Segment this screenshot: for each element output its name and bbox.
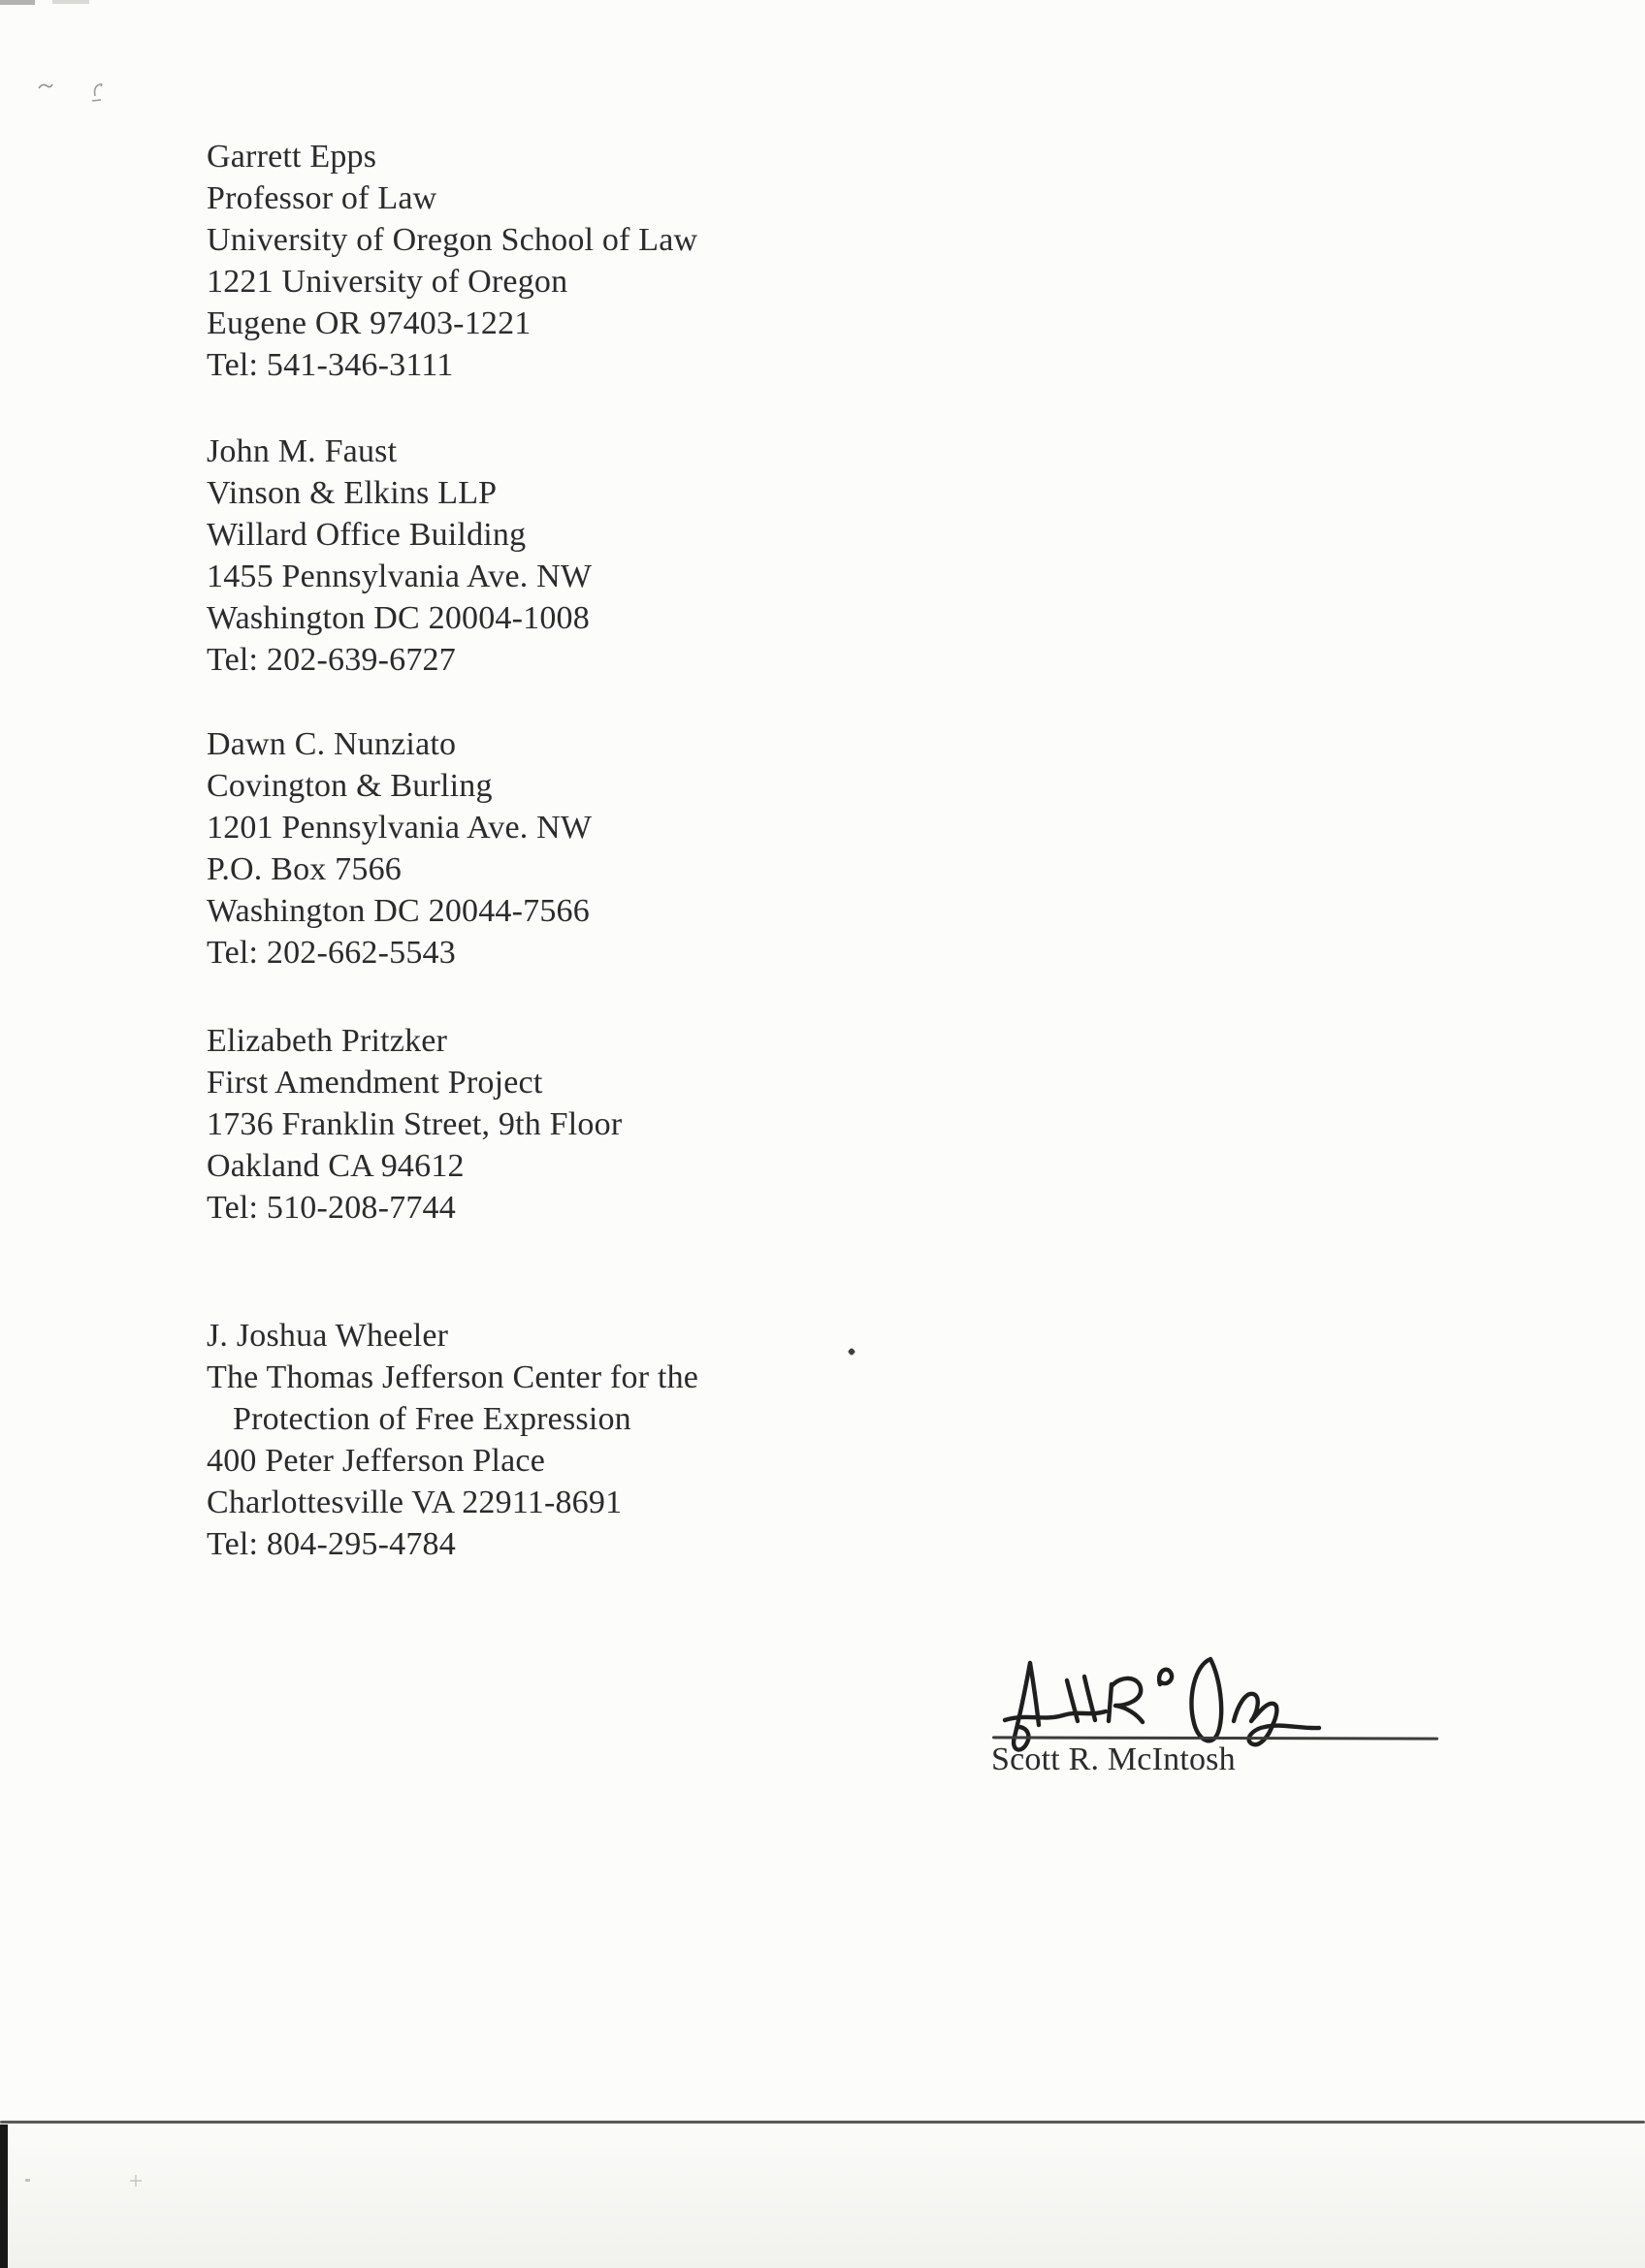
address-line: 1736 Franklin Street, 9th Floor — [207, 1106, 623, 1142]
address-line: Oakland CA 94612 — [207, 1148, 465, 1184]
address-line: Tel: 202-662-5543 — [207, 935, 456, 971]
address-line: Protection of Free Expression — [233, 1401, 631, 1437]
counsel-block-nunziato — [207, 723, 592, 974]
counsel-block-wheeler — [207, 1315, 698, 1565]
scan-speck — [37, 80, 54, 91]
address-line: Tel: 804-295-4784 — [207, 1526, 456, 1562]
scan-edge-smudge — [52, 0, 89, 4]
address-line: Willard Office Building — [207, 517, 527, 553]
counsel-block-epps — [207, 136, 697, 386]
address-line: Washington DC 20044-7566 — [207, 893, 590, 929]
address-line: P.O. Box 7566 — [207, 851, 402, 887]
address-line: J. Joshua Wheeler — [207, 1318, 449, 1354]
scan-speck — [90, 81, 104, 103]
scan-edge-smudge — [0, 0, 35, 5]
address-line: 1201 Pennsylvania Ave. NW — [207, 810, 593, 846]
scan-speck — [129, 2174, 143, 2188]
address-line: The Thomas Jefferson Center for the — [207, 1359, 699, 1395]
address-line: Charlottesville VA 22911-8691 — [207, 1485, 623, 1520]
scan-stray-dot — [848, 1348, 855, 1356]
scan-speck — [25, 2179, 30, 2182]
address-line: First Amendment Project — [207, 1065, 543, 1101]
address-line: 1221 University of Oregon — [207, 264, 568, 300]
address-line: University of Oregon School of Law — [207, 222, 698, 258]
scan-bottom-band — [0, 2124, 1645, 2268]
address-line: 1455 Pennsylvania Ave. NW — [207, 559, 593, 594]
scan-page-edge-line — [0, 2121, 1645, 2124]
signature-stroke — [1159, 1670, 1172, 1684]
address-line: Tel: 541-346-3111 — [207, 347, 454, 383]
address-line: Elizabeth Pritzker — [207, 1023, 448, 1059]
address-line: Eugene OR 97403-1221 — [207, 305, 532, 341]
signatory-name: Scott R. McIntosh — [991, 1741, 1236, 1777]
counsel-block-pritzker — [207, 1020, 622, 1229]
counsel-block-faust — [207, 431, 592, 681]
address-line: Dawn C. Nunziato — [207, 726, 457, 762]
address-line: 400 Peter Jefferson Place — [207, 1443, 545, 1479]
address-line: Covington & Burling — [207, 768, 493, 804]
address-line: Professor of Law — [207, 180, 437, 216]
scan-edge-bar — [0, 2124, 8, 2268]
address-line: Tel: 202-639-6727 — [207, 642, 456, 678]
signature-stroke — [1109, 1678, 1143, 1722]
address-line: Tel: 510-208-7744 — [207, 1190, 456, 1226]
address-line: Garrett Epps — [207, 139, 377, 175]
address-line: Washington DC 20004-1008 — [207, 600, 590, 636]
signature-stroke — [1191, 1659, 1221, 1741]
address-line: Vinson & Elkins LLP — [207, 475, 498, 511]
address-line: John M. Faust — [207, 433, 398, 469]
